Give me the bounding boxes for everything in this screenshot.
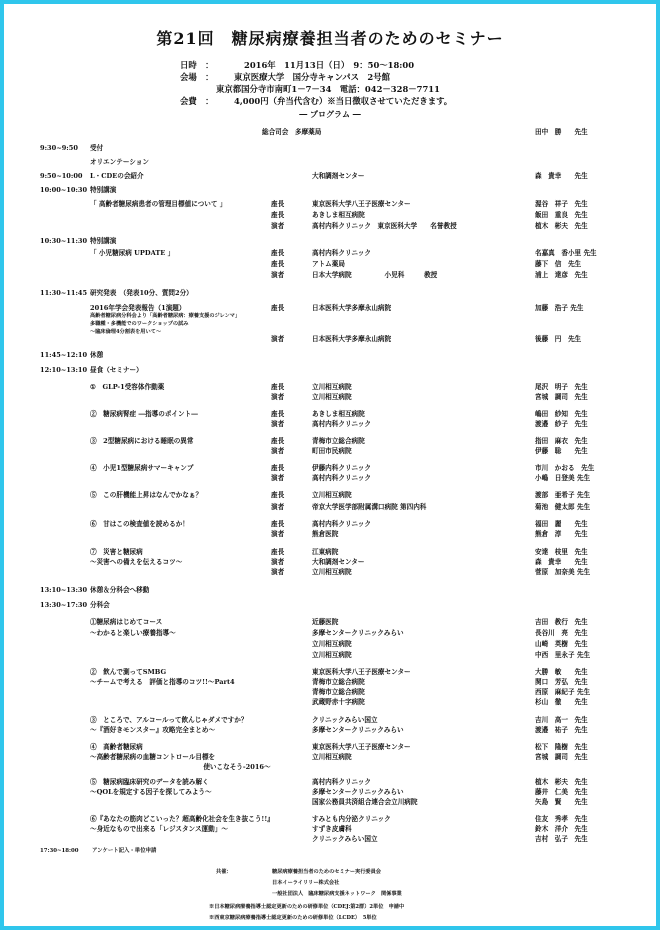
row-speaker: 植木 彬夫 先生 <box>535 222 588 230</box>
page-title: 第21回 糖尿病療養担当者のためのセミナー <box>156 29 504 48</box>
row-institution: 日本医科大学多摩永山病院 <box>312 335 392 343</box>
row-session: ～わかると楽しい療養指導～ <box>90 629 176 637</box>
row-institution: 近藤医院 <box>312 618 339 626</box>
row-speaker: 指田 麻衣 先生 <box>535 437 588 445</box>
row-session: ～災害への備えを伝えるコツ～ <box>90 558 183 566</box>
fee-label: 会費 ： <box>180 96 214 106</box>
row-session: 研究発表 （発表10分、質問2分） <box>90 289 193 297</box>
row-speaker: 菅原 加奈美 先生 <box>535 568 591 576</box>
row-time: 10:30~11:30 <box>40 237 88 245</box>
date-value: 2016年 11月13日（日） 9：50～18:00 <box>244 60 415 70</box>
row-role: 演者 <box>271 474 285 482</box>
row-speaker: 安達 枝里 先生 <box>535 548 588 556</box>
row-session: 「 高齢者糖尿病患者の管理目標値について 」 <box>90 200 227 208</box>
footnote-2: ※西東京糖尿病療養指導士認定更新のための研修単位（LCDE） 5単位 <box>209 915 377 921</box>
row-institution: 立川相互病院 <box>312 640 352 648</box>
row-role: 演者 <box>271 271 285 279</box>
seminar-flyer <box>4 4 656 926</box>
row-role: 座長 <box>271 211 285 219</box>
row-session: ④ 高齢者糖尿病 <box>90 743 143 751</box>
row-role: 演者 <box>271 222 285 230</box>
row-session: ⑦ 災害と糖尿病 <box>90 548 143 556</box>
row-session: ③ 2型糖尿病における睡眠の異常 <box>90 437 194 445</box>
row-speaker: 田中 勝 先生 <box>535 128 588 136</box>
row-institution: 大和調剤センター <box>312 558 365 566</box>
row-speaker: 飯田 重良 先生 <box>535 211 588 219</box>
row-session: ① GLP-1受容体作動薬 <box>90 383 165 391</box>
sponsor-label: 共催： <box>216 869 232 875</box>
row-speaker: 藤下 信 先生 <box>535 260 582 268</box>
row-institution: クリニックみらい国立 <box>312 835 378 843</box>
row-speaker: 浦上 達彦 先生 <box>535 271 588 279</box>
row-institution: アトム薬局 <box>312 260 345 268</box>
row-institution: あきしま相互病院 <box>312 211 365 219</box>
row-speaker: 矢島 賢 先生 <box>535 798 588 806</box>
row-session: ～高齢者糖尿病の血糖コントロール目標を <box>90 753 216 761</box>
row-institution: 立川相互病院 <box>312 383 352 391</box>
row-role: 座長 <box>271 437 285 445</box>
row-speaker: 長谷川 亮 先生 <box>535 629 588 637</box>
row-session: ⑥『あなたの筋肉どこいった？超高齢化社会を生き抜こう!!』 <box>90 815 274 823</box>
closing-text: アンケート記入・単位申請 <box>92 848 157 854</box>
row-institution: 青梅市立総合病院 <box>312 688 365 696</box>
row-speaker: 渥谷 祥子 先生 <box>535 200 588 208</box>
presentation-note: 多職種・多機能でのワークショップの試み <box>90 321 189 327</box>
row-time: 9:30~9:50 <box>40 144 78 152</box>
row-speaker: 市川 かおる 先生 <box>535 464 595 472</box>
row-session: ④ 小児1型糖尿病サマーキャンプ <box>90 464 194 472</box>
row-speaker: 尾沢 明子 先生 <box>535 383 588 391</box>
venue-label: 会場 ： <box>180 72 214 82</box>
row-speaker: 山崎 英樹 先生 <box>535 640 588 648</box>
row-institution: 高村内科クリニック <box>312 249 371 257</box>
venue-value: 東京医療大学 国分寺キャンパス 2号館 <box>234 72 390 82</box>
row-speaker: 後藤 円 先生 <box>535 335 582 343</box>
row-session: ⑤ この肝機能上昇はなんでかなぁ？ <box>90 491 203 499</box>
fee-value: 4,000円（弁当代含む）※当日徴収させていただきます。 <box>234 96 453 106</box>
row-role: 演者 <box>271 568 285 576</box>
row-speaker: 渡邉 祐子 先生 <box>535 726 588 734</box>
row-session: L・CDEの会紹介 <box>90 172 144 180</box>
row-role: 座長 <box>271 410 285 418</box>
row-institution: 熊倉医院 <box>312 530 339 538</box>
row-institution: 日本大学病院 小児科 教授 <box>312 271 438 279</box>
row-institution: 東京医科大学八王子医療センター <box>312 743 411 751</box>
row-institution: 立川相互病院 <box>312 753 352 761</box>
row-session: ～チームで考える 評価と指導のコツ!!～Part4 <box>90 678 235 686</box>
row-role: 座長 <box>271 260 285 268</box>
row-session: ⑥ 甘はこの検査値を読めるか！ <box>90 520 189 528</box>
row-time: 10:00~10:30 <box>40 186 88 194</box>
row-role: 演者 <box>271 447 285 455</box>
row-role: 座長 <box>271 491 285 499</box>
row-institution: 町田市民病院 <box>312 447 352 455</box>
row-speaker: 渡邉 紗子 先生 <box>535 420 588 428</box>
row-role: 座長 <box>271 383 285 391</box>
row-session: 2016年学会発表報告（1演題） <box>90 304 186 312</box>
row-speaker: 福田 麗 先生 <box>535 520 588 528</box>
row-role: 演者 <box>271 393 285 401</box>
row-speaker: 吉田 教行 先生 <box>535 618 588 626</box>
presentation-note: ～臨床倫理4分割表を用いて～ <box>90 329 162 335</box>
date-label: 日時 ： <box>180 60 214 70</box>
sponsor-line-2: 日本イーライリリー株式会社 <box>272 880 340 886</box>
row-session: ～QOLを規定する因子を探してみよう～ <box>90 788 212 796</box>
row-institution: 立川相互病院 <box>312 491 352 499</box>
row-session: 休憩＆分科会へ移動 <box>90 586 150 594</box>
row-session: 特別講演 <box>90 186 117 194</box>
row-institution: クリニックみらい国立 <box>312 716 378 724</box>
row-speaker: 西原 麻紀子 先生 <box>535 688 591 696</box>
row-session: 昼食（セミナー） <box>90 366 143 374</box>
row-session: ② 飲んで測ってSMBG <box>90 668 167 676</box>
presentation-note: 高齢者糖尿病分科会より「高齢者糖尿病：療養支援のジレンマ」 <box>90 313 241 319</box>
row-session: 分科会 <box>90 601 110 609</box>
row-session: 「 小児糖尿病 UPDATE 」 <box>90 249 175 257</box>
row-session: ①糖尿病はじめてコース <box>90 618 163 626</box>
row-session: ～身近なもので出来る「レジスタンス運動」～ <box>90 825 228 833</box>
row-role: 座長 <box>271 520 285 528</box>
row-speaker: 住友 秀孝 先生 <box>535 815 588 823</box>
row-speaker: 植木 彬夫 先生 <box>535 778 588 786</box>
row-institution: すずき皮膚科 <box>312 825 352 833</box>
row-speaker: 熊倉 淳 先生 <box>535 530 588 538</box>
row-session: ～『酒好きモンスター』攻略完全まとめ～ <box>90 726 216 734</box>
row-institution: 東京医科大学八王子医療センター <box>312 668 411 676</box>
row-institution: 立川相互病院 <box>312 568 352 576</box>
row-role: 座長 <box>271 304 285 312</box>
row-speaker: 宮城 調司 先生 <box>535 753 588 761</box>
row-institution: 高村内科クリニック <box>312 778 371 786</box>
row-time: 9:50~10:00 <box>40 172 83 180</box>
row-session: 受付 <box>90 144 104 152</box>
row-speaker: 加藤 浩子 先生 <box>535 304 584 312</box>
row-speaker: 宮城 調司 先生 <box>535 393 588 401</box>
row-session: ③ ところで、アルコールって飲んじゃダメですか？ <box>90 716 248 724</box>
row-institution: 多摩センタークリニックみらい <box>312 726 404 734</box>
row-institution: すみとも内分泌クリニック <box>312 815 391 823</box>
row-session: ② 糖尿病腎症 ―指導のポイント― <box>90 410 198 418</box>
row-speaker: 小嶋 日登美 先生 <box>535 474 591 482</box>
row-institution: 立川相互病院 <box>312 651 352 659</box>
closing-time: 17:30~18:00 <box>40 848 79 854</box>
row-institution: 青梅市立総合病院 <box>312 678 365 686</box>
row-institution: 日本医科大学多摩永山病院 <box>312 304 392 312</box>
row-role: 演者 <box>271 503 285 511</box>
row-time: 11:30~11:45 <box>40 289 88 297</box>
row-role: 演者 <box>271 420 285 428</box>
row-time: 13:30~17:30 <box>40 601 88 609</box>
row-institution: 青梅市立総合病院 <box>312 437 365 445</box>
row-institution: 高村内科クリニック 東京医科大学 名誉教授 <box>312 222 457 230</box>
row-institution: 多摩センタークリニックみらい <box>312 788 404 796</box>
row-institution: 多摩センタークリニックみらい <box>312 629 404 637</box>
row-speaker: 森 貴幸 先生 <box>535 558 588 566</box>
row-session: 特別講演 <box>90 237 117 245</box>
row-speaker: 杉山 徹 先生 <box>535 698 588 706</box>
row-role: 座長 <box>271 548 285 556</box>
row-role: 演者 <box>271 335 285 343</box>
row-speaker: 嶋田 紗知 先生 <box>535 410 588 418</box>
row-institution: あきしま相互病院 <box>312 410 365 418</box>
row-time: 12:10~13:10 <box>40 366 88 374</box>
row-speaker: 吉川 高一 先生 <box>535 716 588 724</box>
row-speaker: 関口 芳弘 先生 <box>535 678 588 686</box>
row-speaker: 伊藤 聡 先生 <box>535 447 588 455</box>
row-role: 演者 <box>271 530 285 538</box>
row-institution: 高村内科クリニック <box>312 474 371 482</box>
row-institution: 立川相互病院 <box>312 393 352 401</box>
row-speaker: 大勝 敏 先生 <box>535 668 588 676</box>
row-institution: 高村内科クリニック <box>312 420 371 428</box>
row-time: 11:45~12:10 <box>40 351 88 359</box>
row-role: 演者 <box>271 558 285 566</box>
footnote-1: ※日本糖尿病療養指導士認定更新のための研修単位（CDEJ:第2群）2単位 申請中 <box>209 904 405 910</box>
sponsor-line-1: 糖尿病療養担当者のためのセミナー実行委員会 <box>272 869 381 875</box>
program-heading: ― プログラム ― <box>299 109 361 119</box>
row-session: 使いこなそう-2016～ <box>144 763 271 771</box>
row-institution: 大和調剤センター <box>312 172 365 180</box>
row-speaker: 松下 隆樹 先生 <box>535 743 588 751</box>
row-session: 休憩 <box>90 351 104 359</box>
row-session: 総合司会 多摩薬局 <box>262 128 322 136</box>
venue-address: 東京都国分寺市南町1－7－34 電話：042－328－7711 <box>216 84 440 94</box>
row-speaker: 吉村 弘子 先生 <box>535 835 588 843</box>
row-role: 座長 <box>271 200 285 208</box>
row-speaker: 菊池 健太郎 先生 <box>535 503 591 511</box>
row-speaker: 藤井 仁美 先生 <box>535 788 588 796</box>
sponsor-line-3: 一般社団法人 臨床糖尿病支援ネットワーク 関係事業 <box>272 891 402 897</box>
row-speaker: 名嘉真 香小里 先生 <box>535 249 597 257</box>
row-institution: 国家公務員共済組合連合会立川病院 <box>312 798 418 806</box>
row-time: 13:10~13:30 <box>40 586 88 594</box>
row-speaker: 森 貴幸 先生 <box>535 172 588 180</box>
row-role: 座長 <box>271 464 285 472</box>
row-role: 座長 <box>271 249 285 257</box>
row-speaker: 渡部 亜希子 先生 <box>535 491 591 499</box>
row-speaker: 鈴木 洋介 先生 <box>535 825 588 833</box>
row-institution: 伊藤内科クリニック <box>312 464 371 472</box>
row-institution: 高村内科クリニック <box>312 520 371 528</box>
row-speaker: 中西 里永子 先生 <box>535 651 591 659</box>
row-session: オリエンテーション <box>90 158 149 166</box>
row-institution: 帝京大学医学部附属溝口病院 第四内科 <box>312 503 427 511</box>
row-institution: 江東病院 <box>312 548 339 556</box>
row-session: ⑤ 糖尿病臨床研究のデータを読み解く <box>90 778 209 786</box>
row-institution: 武蔵野赤十字病院 <box>312 698 365 706</box>
row-institution: 東京医科大学八王子医療センター <box>312 200 411 208</box>
